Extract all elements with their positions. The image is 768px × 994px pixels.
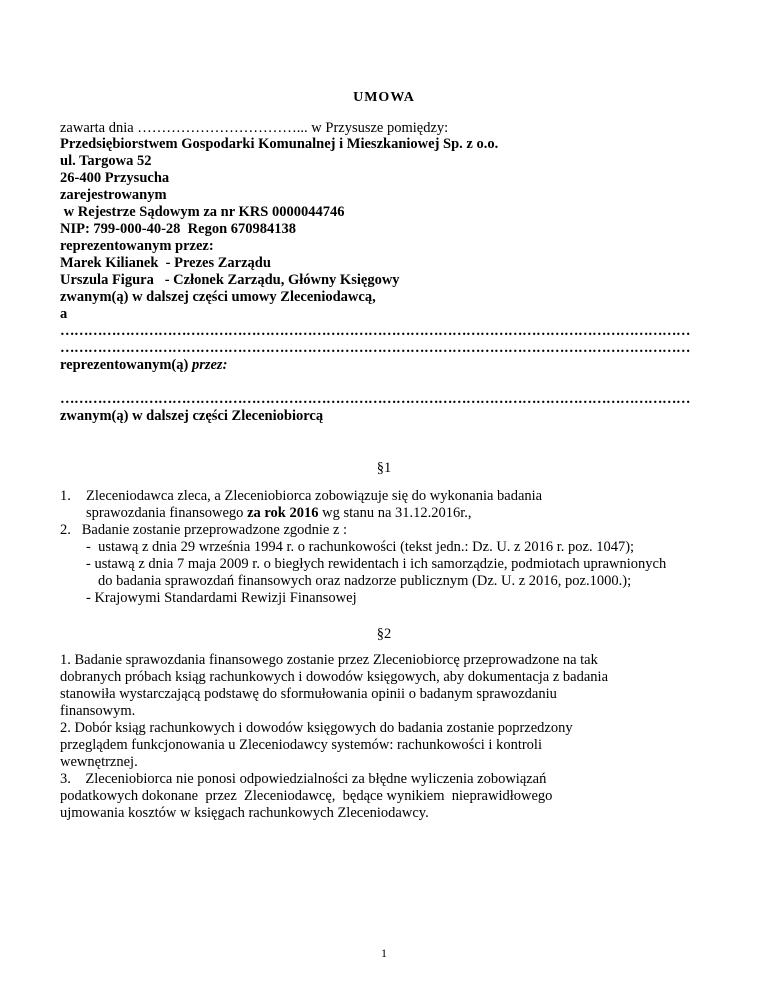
party2-represented-text: reprezentowanym(ą) xyxy=(60,357,192,373)
party1-city: 26-400 Przysucha xyxy=(60,170,170,186)
intro-line: zawarta dnia ……………………………... w Przysusze pomiędzy: xyxy=(60,120,449,136)
section1-heading: §1 xyxy=(376,460,392,476)
party1-registered: zarejestrowanym xyxy=(60,187,167,203)
party2-called: zwanym(ą) w dalszej części Zleceniobiorcą xyxy=(60,408,324,424)
party2-represented-italic: przez: xyxy=(191,357,228,373)
party2-dotted-line-1: ……………………………………………………………………………………………………………………… xyxy=(60,323,690,339)
party2-dotted-line-2: ……………………………………………………………………………………………………………………… xyxy=(60,340,690,356)
party1-street: ul. Targowa 52 xyxy=(60,153,152,169)
section1-point1-text: sprawozdania finansowego xyxy=(86,505,248,521)
section2-line: 2. Dobór ksiąg rachunkowych i dowodów księgowych do badania zostanie poprzedzony xyxy=(60,720,573,736)
party1-representative-1: Marek Kilianek - Prezes Zarządu xyxy=(60,255,271,271)
party1-nip-regon: NIP: 799-000-40-28 Regon 670984138 xyxy=(60,221,297,237)
section2-line: przeglądem funkcjonowania u Zleceniodawcy systemów: rachunkowości i kontroli xyxy=(60,737,542,753)
party1-name: Przedsiębiorstwem Gospodarki Komunalnej i Mieszkaniowej Sp. z o.o. xyxy=(60,136,499,152)
section1-law-3: - Krajowymi Standardami Rewizji Finansowej xyxy=(86,590,357,606)
section2-line: 1. Badanie sprawozdania finansowego zostanie przez Zleceniobiorcę przeprowadzone na tak xyxy=(60,652,598,668)
party1-called: zwanym(ą) w dalszej części umowy Zleceniodawcą, xyxy=(60,289,376,305)
section2-line: finansowym. xyxy=(60,703,136,719)
page-number: 1 xyxy=(381,946,387,960)
party1-krs: w Rejestrze Sądowym za nr KRS 0000044746 xyxy=(60,204,345,220)
party2-dotted-line-3: ……………………………………………………………………………………………………………………… xyxy=(60,391,690,407)
party1-representative-2: Urszula Figura - Członek Zarządu, Główny Księgowy xyxy=(60,272,400,288)
section1-point2: 2. Badanie zostanie przeprowadzone zgodnie z : xyxy=(60,522,348,538)
section1-law-2b: do badania sprawozdań finansowych oraz nadzorze publicznym (Dz. U. z 2016, poz.1000.); xyxy=(98,573,632,589)
document-title: UMOWA xyxy=(353,90,415,105)
party2-represented xyxy=(60,357,227,374)
party1-represented: reprezentowanym przez: xyxy=(60,238,214,254)
section1-point1-number: 1. xyxy=(60,488,71,504)
and-conjunction: a xyxy=(60,306,68,322)
section2-line: wewnętrznej. xyxy=(60,754,138,770)
section2-line: stanowiła wystarczającą podstawę do sformułowania opinii o badanym sprawozdaniu xyxy=(60,686,557,702)
section2-line: podatkowych dokonane przez Zleceniodawcę, będące wynikiem nieprawidłowego xyxy=(60,788,553,804)
section1-point1-date: wg stanu na 31.12.2016r., xyxy=(318,505,472,521)
section1-point1-year: za rok 2016 xyxy=(247,505,319,521)
section2-line: 3. Zleceniobiorca nie ponosi odpowiedzialności za błędne wyliczenia zobowiązań xyxy=(60,771,547,787)
section1-law-1: - ustawą z dnia 29 września 1994 r. o rachunkowości (tekst jedn.: Dz. U. z 2016 r. poz. 1047); xyxy=(86,539,635,555)
section1-law-2a: - ustawą z dnia 7 maja 2009 r. o biegłych rewidentach i ich samorządzie, podmiotach uprawnionych xyxy=(86,556,667,572)
section2-line: dobranych próbach ksiąg rachunkowych i dowodów księgowych, aby dokumentacja z badania xyxy=(60,669,609,685)
section1-point1-line2 xyxy=(86,505,472,522)
section2-line: ujmowania kosztów w księgach rachunkowych Zleceniodawcy. xyxy=(60,805,429,821)
section2-heading: §2 xyxy=(376,626,392,642)
section1-point1-line1: Zleceniodawca zleca, a Zleceniobiorca zobowiązuje się do wykonania badania xyxy=(86,488,543,504)
